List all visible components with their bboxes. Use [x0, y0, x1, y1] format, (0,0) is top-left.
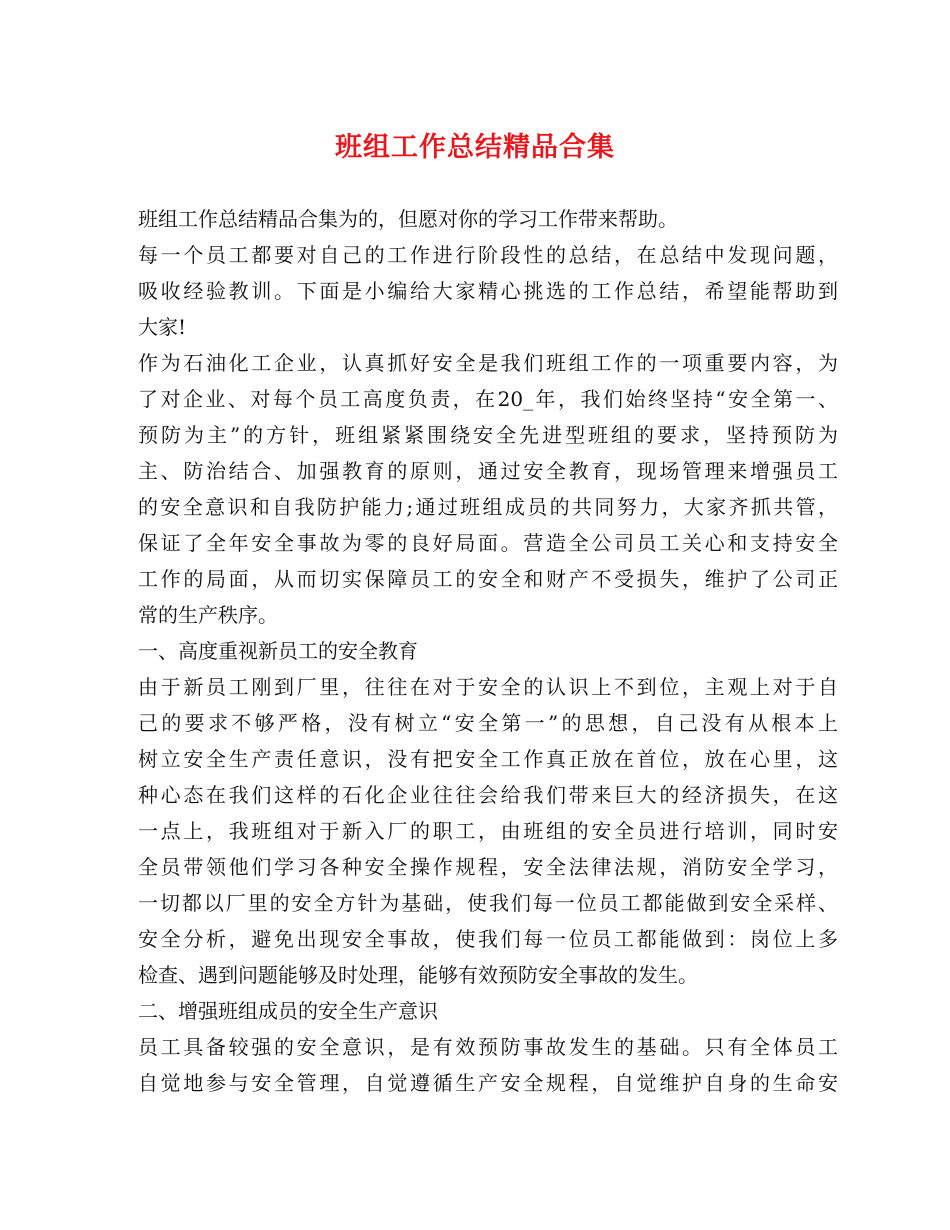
body-text-line: 作为石油化工企业，认真抓好安全是我们班组工作的一项重要内容，为: [138, 351, 838, 375]
body-text-line: 自觉地参与安全管理，自觉遵循生产安全规程，自觉维护自身的生命安: [138, 1071, 838, 1095]
body-text-line: 安全分析，避免出现安全事故，使我们每一位员工都能做到：岗位上多: [138, 927, 838, 951]
body-text-line: 了对企业、对每个员工高度负责，在20_年，我们始终坚持“安全第一、: [138, 387, 838, 411]
body-text-line: 一、高度重视新员工的安全教育: [138, 639, 418, 663]
body-text-line: 预防为主”的方针，班组紧紧围绕安全先进型班组的要求，坚持预防为: [138, 423, 838, 447]
body-text-line: 常的生产秩序。: [138, 603, 278, 627]
body-text-line: 全员带领他们学习各种安全操作规程，安全法律法规，消防安全学习，: [138, 855, 838, 879]
body-text-line: 吸收经验教训。下面是小编给大家精心挑选的工作总结，希望能帮助到: [138, 279, 838, 303]
body-text-line: 班组工作总结精品合集为的，但愿对你的学习工作带来帮助。: [138, 207, 678, 231]
body-text-line: 工作的局面，从而切实保障员工的安全和财产不受损失，维护了公司正: [138, 567, 838, 591]
body-text-line: 由于新员工刚到厂里，往往在对于安全的认识上不到位，主观上对于自: [138, 675, 838, 699]
body-text-line: 种心态在我们这样的石化企业往往会给我们带来巨大的经济损失，在这: [138, 783, 838, 807]
body-text-line: 树立安全生产责任意识，没有把安全工作真正放在首位，放在心里，这: [138, 747, 838, 771]
body-text-line: 保证了全年安全事故为零的良好局面。营造全公司员工关心和支持安全: [138, 531, 838, 555]
body-text-line: 检查、遇到问题能够及时处理，能够有效预防安全事故的发生。: [138, 963, 698, 987]
body-text-line: 的安全意识和自我防护能力;通过班组成员的共同努力，大家齐抓共管，: [138, 495, 838, 519]
body-text-line: 大家!: [138, 315, 187, 339]
body-text-line: 己的要求不够严格，没有树立“安全第一”的思想，自己没有从根本上: [138, 711, 838, 735]
body-text-line: 一切都以厂里的安全方针为基础，使我们每一位员工都能做到安全采样、: [138, 891, 838, 915]
body-text-line: 员工具备较强的安全意识，是有效预防事故发生的基础。只有全体员工: [138, 1035, 838, 1059]
body-text-line: 二、增强班组成员的安全生产意识: [138, 999, 438, 1023]
document-title: 班组工作总结精品合集: [335, 132, 615, 163]
body-text-line: 主、防治结合、加强教育的原则，通过安全教育，现场管理来增强员工: [138, 459, 838, 483]
body-text-line: 一点上，我班组对于新入厂的职工，由班组的安全员进行培训，同时安: [138, 819, 838, 843]
body-text-line: 每一个员工都要对自己的工作进行阶段性的总结，在总结中发现问题，: [138, 243, 838, 267]
document-body: [138, 201, 838, 1101]
